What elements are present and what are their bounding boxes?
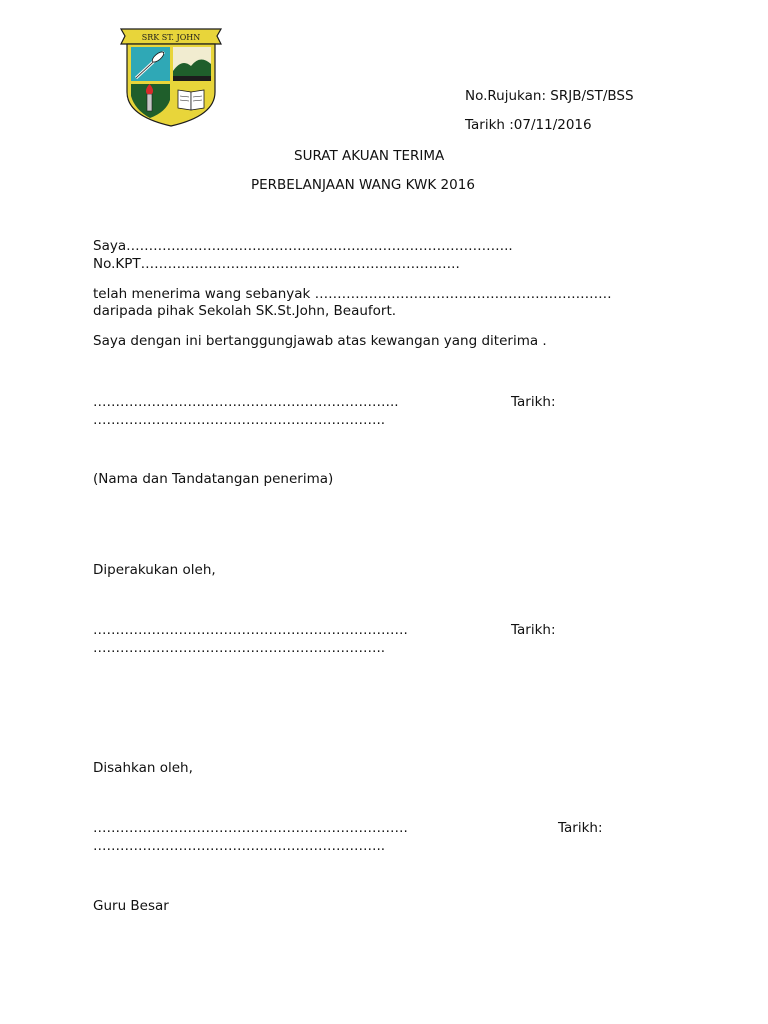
recipient-date-label: Tarikh:: [511, 394, 556, 410]
approver-signature-line: …………………………………………………………….: [93, 820, 408, 836]
reference-number: No.Rujukan: SRJB/ST/BSS: [465, 88, 634, 104]
recipient-caption: (Nama dan Tandatangan penerima): [93, 471, 334, 487]
approver-title: Guru Besar: [93, 898, 169, 914]
amount-fill-line: telah menerima wang sebanyak …………………………………………………………: [93, 286, 612, 302]
kpt-fill-line: No.KPT……………………………………………………………..: [93, 256, 460, 272]
responsibility-statement: Saya dengan ini bertanggungjawab atas kewangan yang diterima .: [93, 333, 547, 349]
certifier-date-line: ………………………………………………………..: [93, 640, 386, 656]
document-title: SURAT AKUAN TERIMA: [294, 148, 445, 164]
crest-banner-text: SRK ST. JOHN: [141, 33, 201, 42]
name-fill-line: Saya…………………………………………………………………………..: [93, 238, 513, 254]
document-date: Tarikh :07/11/2016: [465, 117, 592, 133]
certifier-date-label: Tarikh:: [511, 622, 556, 638]
source-line: daripada pihak Sekolah SK.St.John, Beaufort.: [93, 303, 397, 319]
certifier-heading: Diperakukan oleh,: [93, 562, 216, 578]
school-crest-logo: [118, 26, 224, 128]
approver-date-line: ………………………………………………………..: [93, 838, 386, 854]
recipient-date-line: ………………………………………………………..: [93, 412, 386, 428]
certifier-signature-line: …………………………………………………………….: [93, 622, 408, 638]
document-subtitle: PERBELANJAAN WANG KWK 2016: [251, 177, 475, 193]
approver-heading: Disahkan oleh,: [93, 760, 193, 776]
recipient-signature-line: …………………………………………………………..: [93, 394, 399, 410]
approver-date-label: Tarikh:: [558, 820, 603, 836]
